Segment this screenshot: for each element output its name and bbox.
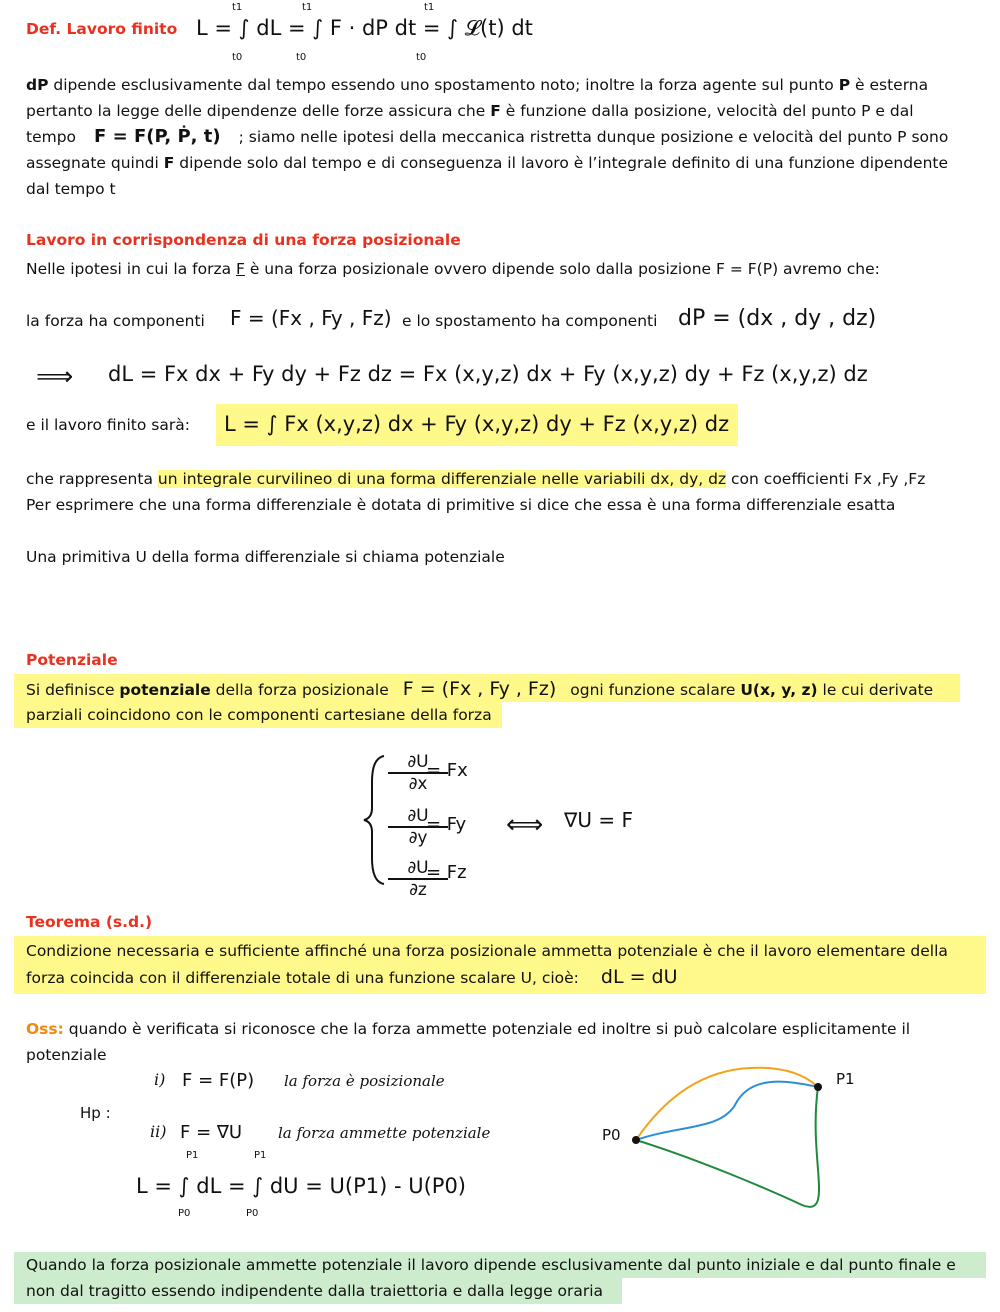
section-title-lavoro-finito: Def. Lavoro finito (26, 20, 178, 38)
limit-top-1: t1 (232, 2, 243, 13)
lavoro-finito-formula: L = ∫ dL = ∫ F · dP dt = ∫ 𝓛(t) dt (196, 16, 533, 40)
paragraph-line: non dal tragitto essendo indipendente dalla traiettoria e dalla legge oraria (26, 1282, 604, 1300)
hypothesis-1-formula: F = F(P) (182, 1070, 255, 1091)
implies-arrow: ⟹ (36, 362, 74, 392)
section-title-potenziale: Potenziale (26, 651, 118, 669)
section-title-forza-posizionale: Lavoro in corrispondenza di una forza posizionale (26, 231, 461, 249)
limit-top-p1: P1 (186, 1150, 199, 1161)
hypothesis-2-number: ii) (150, 1122, 167, 1141)
p0-point (632, 1136, 640, 1144)
paragraph-line: dal tempo t (26, 180, 116, 198)
paragraph-line: dP dipende esclusivamente dal tempo essendo uno spostamento noto; inoltre la forza agente sul punto P è esterna (26, 76, 929, 94)
paragraph-line: Nelle ipotesi in cui la forza F è una forza posizionale ovvero dipende solo dalla posizione F = F(P) avremo che: (26, 260, 880, 278)
paragraph-line: forza coincida con il differenziale totale di una funzione scalare U, cioè: dL = dU (26, 966, 678, 988)
paragraph-line: Oss: quando è verificata si riconosce che la forza ammette potenziale ed inoltre si può calcolare esplicitamente il (26, 1020, 911, 1038)
limit-top-3: t1 (424, 2, 435, 13)
iff-arrow: ⟺ (506, 810, 544, 840)
paragraph-line: Quando la forza posizionale ammette potenziale il lavoro dipende esclusivamente dal punto iniziale e dal punto finale e (26, 1256, 956, 1274)
limit-bottom-2: t0 (296, 52, 307, 63)
displacement-label: e lo spostamento ha componenti (402, 312, 658, 330)
gradient-formula: ∇U = F (564, 808, 633, 832)
limit-top-2: t1 (302, 2, 313, 13)
force-components-formula: F = (Fx , Fy , Fz) (230, 306, 392, 330)
section-title-teorema: Teorema (s.d.) (26, 913, 153, 931)
paragraph-line: Si definisce potenziale della forza posizionale F = (Fx , Fy , Fz) ogni funzione scalare U(x, y, z) le cui derivate (26, 678, 934, 700)
orange-path (636, 1068, 818, 1140)
hypothesis-2-text: la forza ammette potenziale (278, 1124, 491, 1142)
limit-top-p1: P1 (254, 1150, 267, 1161)
dL-expansion-formula: dL = Fx dx + Fy dy + Fz dz = Fx (x,y,z) dx + Fy (x,y,z) dy + Fz (x,y,z) dz (108, 362, 868, 386)
displacement-formula: dP = (dx , dy , dz) (678, 306, 877, 331)
partial-x-fraction: ∂U ∂x (388, 752, 448, 794)
paragraph-line: assegnate quindi F dipende solo dal tempo e di conseguenza il lavoro è l’integrale definito di una funzione dipendente (26, 154, 949, 172)
paragraph-line: che rappresenta un integrale curvilineo di una forma differenziale nelle variabili dx, dy, dz con coefficienti Fx ,Fy ,Fz (26, 470, 926, 488)
path-independence-diagram (590, 1050, 870, 1220)
components-label: la forza ha componenti (26, 312, 205, 330)
partial-z-fraction: ∂U ∂z (388, 858, 448, 900)
partial-y-rhs: = Fy (426, 814, 467, 835)
paragraph-line: Una primitiva U della forma differenziale si chiama potenziale (26, 548, 505, 566)
lavoro-finito-label: e il lavoro finito sarà: (26, 416, 190, 434)
p0-label: P0 (602, 1126, 621, 1144)
green-path (636, 1087, 819, 1207)
p1-point (814, 1083, 822, 1091)
paragraph-line: Condizione necessaria e sufficiente affinché una forza posizionale ammetta potenziale è che il lavoro elementare della (26, 942, 948, 960)
partial-y-fraction: ∂U ∂y (388, 806, 448, 848)
hypothesis-1-number: i) (154, 1070, 166, 1089)
limit-bottom-p0: P0 (178, 1208, 191, 1219)
limit-bottom-1: t0 (232, 52, 243, 63)
paragraph-line: parziali coincidono con le componenti cartesiane della forza (26, 706, 492, 724)
partial-x-rhs: = Fx (426, 760, 468, 781)
limit-bottom-p0: P0 (246, 1208, 259, 1219)
paragraph-line: Per esprimere che una forma differenziale è dotata di primitive si dice che essa è una forma differenziale esatta (26, 496, 896, 514)
partial-z-rhs: = Fz (426, 862, 467, 883)
lavoro-integral-formula: L = ∫ Fx (x,y,z) dx + Fy (x,y,z) dy + Fz (x,y,z) dz (224, 412, 730, 436)
hypothesis-2-formula: F = ∇U (180, 1122, 243, 1143)
limit-bottom-3: t0 (416, 52, 427, 63)
hp-label: Hp : (80, 1104, 111, 1122)
hypothesis-1-text: la forza è posizionale (284, 1072, 445, 1090)
paragraph-line: tempo F = F(P, Ṗ, t) ; siamo nelle ipotesi della meccanica ristretta dunque posizione e velocità del punto P sono (26, 126, 949, 147)
blue-path (636, 1082, 818, 1140)
lavoro-potenziale-formula: L = ∫ dL = ∫ dU = U(P1) - U(P0) (136, 1174, 466, 1198)
paragraph-line: potenziale (26, 1046, 107, 1064)
paragraph-line: pertanto la legge delle dipendenze delle forze assicura che F è funzione dalla posizione, velocità del punto P e dal (26, 102, 914, 120)
p1-label: P1 (836, 1070, 855, 1088)
system-brace-icon (360, 752, 390, 888)
